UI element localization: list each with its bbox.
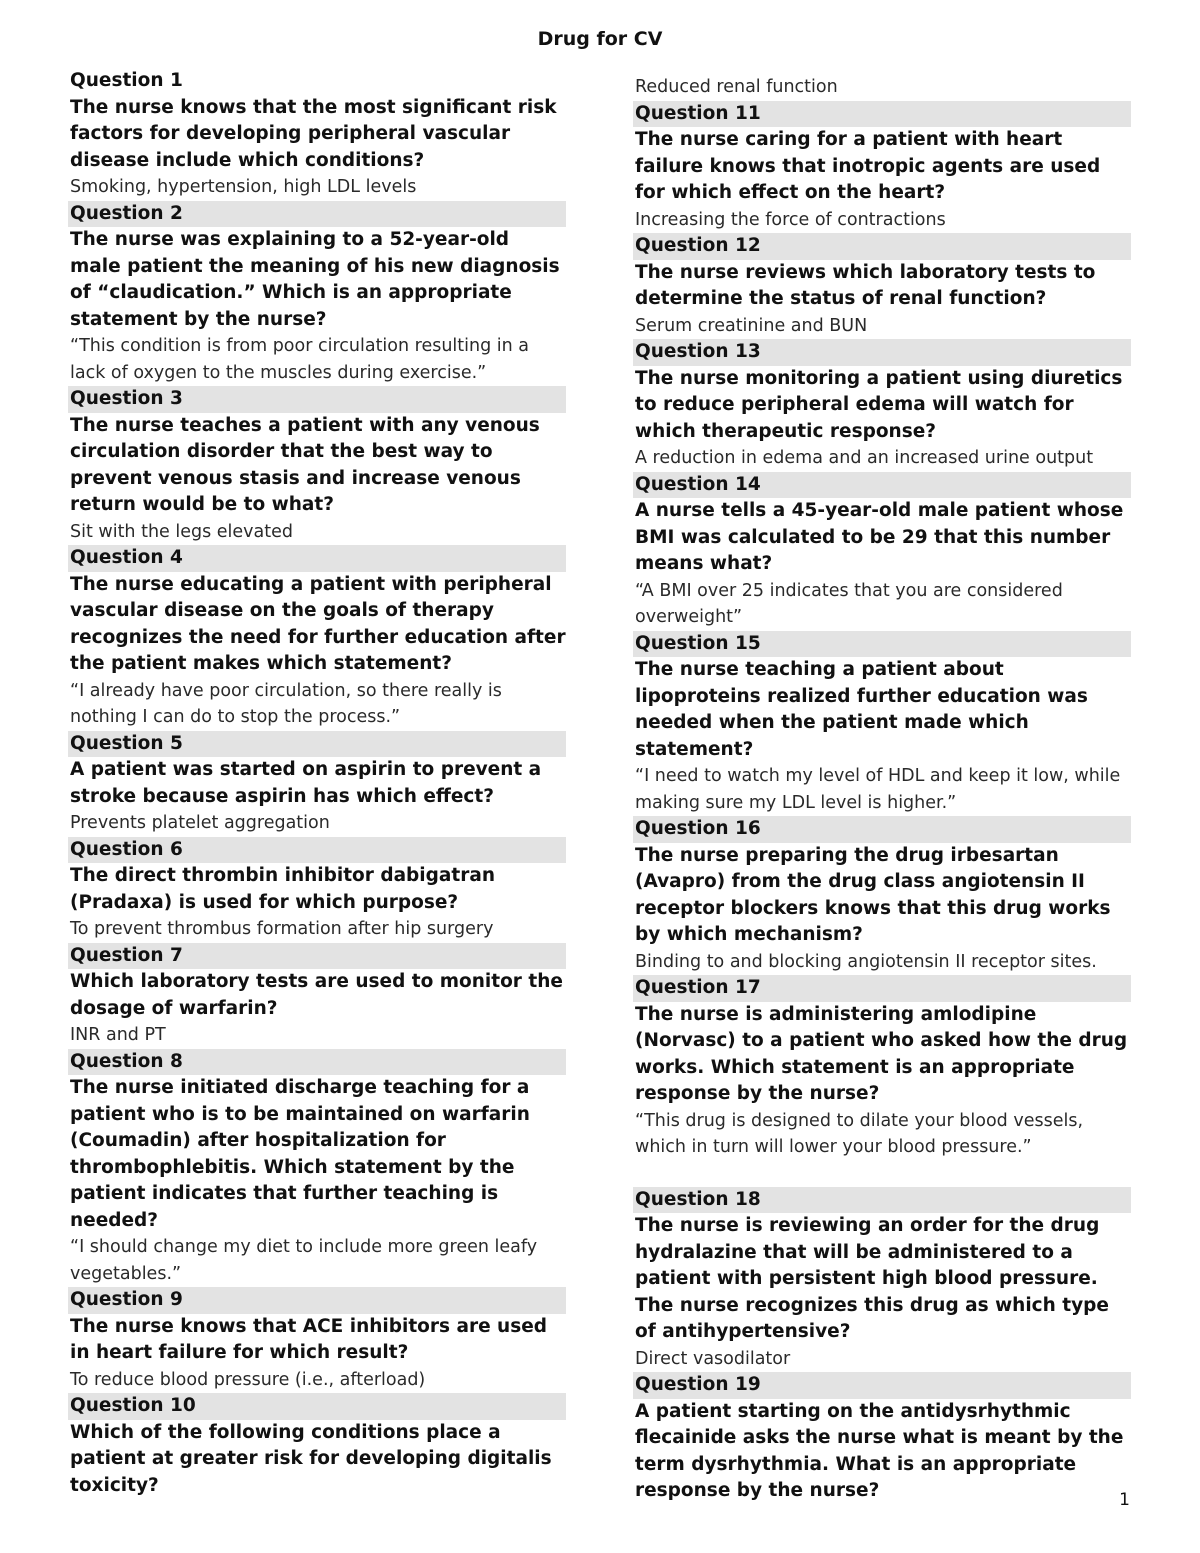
question-label: Question 18 [633, 1187, 1131, 1214]
question-block-11 [633, 101, 1131, 234]
answer-text: “This drug is designed to dilate your blood vessels, which in turn will lower your blood pressure.” [635, 1110, 1084, 1157]
question-text: The nurse preparing the drug irbesartan (Avapro) from the drug class angiotensin II receptor blockers knows that this drug works by which mechanism? [635, 844, 1111, 945]
answer-text: “I already have poor circulation, so there really is nothing I can do to stop the process.” [70, 680, 502, 727]
question-label: Question 9 [68, 1287, 566, 1314]
answer-text: “I should change my diet to include more green leafy vegetables.” [70, 1237, 538, 1284]
question-label: Question 15 [633, 631, 1131, 658]
question-block-1 [68, 68, 566, 201]
answer-text: Serum creatinine and BUN [635, 315, 868, 336]
answer-text: To reduce blood pressure (i.e., afterload) [70, 1369, 426, 1390]
answer-text: Reduced renal function [635, 77, 838, 97]
question-block-5 [68, 731, 566, 837]
question-text: The nurse was explaining to a 52-year-old male patient the meaning of his new diagnosis of “claudication.” Which is an appropriate statement by the nurse? [70, 229, 560, 330]
blank-line [633, 1161, 1131, 1187]
question-block-4 [68, 545, 566, 731]
question-text: The nurse initiated discharge teaching for a patient who is to be maintained on warfarin (Coumadin) after hospitalization for thrombophlebitis. Which statement by the patient indicates that further teaching is needed? [70, 1077, 530, 1231]
answer-text: Increasing the force of contractions [635, 209, 946, 230]
answer-text: Binding to and blocking angiotensin II receptor sites. [635, 951, 1097, 972]
question-block-9 [68, 1287, 566, 1393]
question-text: The nurse monitoring a patient using diuretics to reduce peripheral edema will watch for which therapeutic response? [635, 367, 1123, 442]
answer-text: Direct vasodilator [635, 1348, 791, 1369]
answer-text: “I need to watch my level of HDL and keep it low, while making sure my LDL level is higher.” [635, 766, 1121, 813]
answer-text: Prevents platelet aggregation [70, 813, 330, 833]
left-column [68, 68, 566, 1499]
question-block-3 [68, 386, 566, 545]
question-label: Question 6 [68, 837, 566, 864]
question-label: Question 2 [68, 201, 566, 228]
question-text: The nurse knows that ACE inhibitors are used in heart failure for which result? [70, 1315, 548, 1363]
right-column [633, 74, 1131, 1505]
question-text: The nurse caring for a patient with heart failure knows that inotropic agents are used for which effect on the heart? [635, 129, 1101, 203]
question-label: Question 14 [633, 472, 1131, 499]
question-text: Which laboratory tests are used to monitor the dosage of warfarin? [70, 971, 563, 1019]
question-label: Question 4 [68, 545, 566, 572]
question-label: Question 13 [633, 339, 1131, 366]
answer-text: “A BMI over 25 indicates that you are considered overweight” [635, 580, 1063, 627]
question-label: Question 11 [633, 101, 1131, 128]
answer-text: Sit with the legs elevated [70, 521, 293, 542]
question-label: Question 17 [633, 975, 1131, 1002]
question-text: The nurse reviews which laboratory tests to determine the status of renal function? [635, 261, 1096, 309]
question-block-18 [633, 1187, 1131, 1373]
question-block-15 [633, 631, 1131, 817]
question-block-2 [68, 201, 566, 387]
question-text: A patient was started on aspirin to prevent a stroke because aspirin has which effect? [70, 759, 542, 807]
question-text: The nurse is administering amlodipine (Norvasc) to a patient who asked how the drug works. Which statement is an appropriate response by the nurse? [635, 1003, 1128, 1104]
answer-text: To prevent thrombus formation after hip surgery [70, 919, 494, 939]
answer-text: “This condition is from poor circulation resulting in a lack of oxygen to the muscles during exercise.” [70, 336, 530, 383]
question-text: The nurse knows that the most significant risk factors for developing peripheral vascular disease include which conditions? [70, 96, 557, 171]
question-text: The direct thrombin inhibitor dabigatran (Pradaxa) is used for which purpose? [70, 865, 495, 913]
question-text: A patient starting on the antidysrhythmic flecainide asks the nurse what is meant by the term dysrhythmia. What is an appropriate response by the nurse? [635, 1400, 1124, 1501]
question-block-13 [633, 339, 1131, 472]
question-block-19 [633, 1372, 1131, 1505]
question-block-8 [68, 1049, 566, 1288]
question-text: The nurse teaches a patient with any venous circulation disorder that the best way to prevent venous stasis and increase venous return would be to what? [70, 414, 540, 515]
answer-text: INR and PT [70, 1025, 166, 1045]
page-number: 1 [1119, 1490, 1130, 1510]
question-label: Question 16 [633, 816, 1131, 843]
question-label: Question 7 [68, 943, 566, 970]
question-block-7 [68, 943, 566, 1049]
question-label: Question 1 [70, 70, 183, 91]
question-block-17 [633, 975, 1131, 1161]
question-block-12 [633, 233, 1131, 339]
question-text: The nurse educating a patient with peripheral vascular disease on the goals of therapy recognizes the need for further education after the patient makes which statement? [70, 573, 566, 674]
question-label: Question 10 [68, 1393, 566, 1420]
question-block-16 [633, 816, 1131, 975]
question-text: The nurse teaching a patient about lipoproteins realized further education was needed when the patient made which statement? [635, 659, 1088, 760]
question-text: Which of the following conditions place a patient at greater risk for developing digitalis toxicity? [70, 1421, 552, 1496]
question-label: Question 3 [68, 386, 566, 413]
document-title: Drug for CV [537, 28, 663, 50]
question-label: Question 8 [68, 1049, 566, 1076]
question-block-10 [68, 1393, 566, 1499]
question-label: Question 12 [633, 233, 1131, 260]
question-label: Question 19 [633, 1372, 1131, 1399]
question-block-14 [633, 472, 1131, 631]
answer-text: Smoking, hypertension, high LDL levels [70, 177, 417, 197]
question-block-6 [68, 837, 566, 943]
answer-text: A reduction in edema and an increased urine output [635, 448, 1094, 468]
question-text: A nurse tells a 45-year-old male patient whose BMI was calculated to be 29 that this number means what? [635, 500, 1124, 574]
question-label: Question 5 [68, 731, 566, 758]
question-text: The nurse is reviewing an order for the drug hydralazine that will be administered to a patient with persistent high blood pressure. The nurse recognizes this drug as which type of antihypertensive? [635, 1215, 1109, 1342]
